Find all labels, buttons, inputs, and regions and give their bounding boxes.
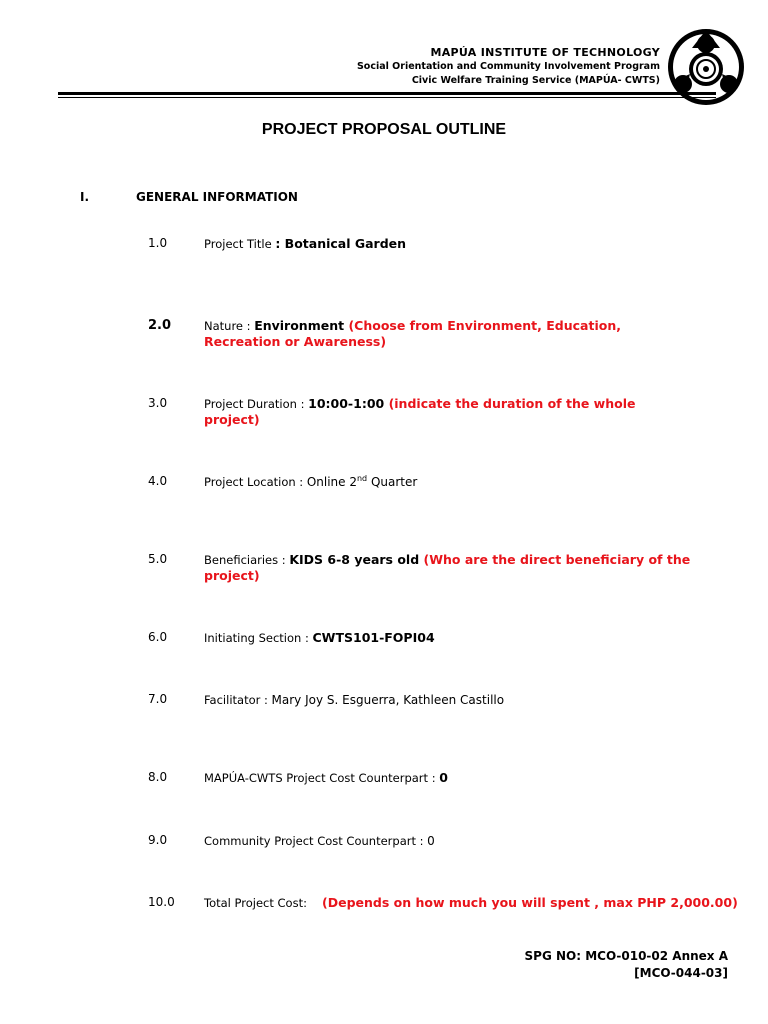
item-value: 0 <box>427 834 435 848</box>
program-name: Social Orientation and Community Involvement Program <box>356 61 660 72</box>
item-value: 0 <box>439 770 448 785</box>
item-label: Facilitator : <box>204 693 272 707</box>
section-number: I. <box>80 190 90 204</box>
item-label: Beneficiaries : <box>204 553 290 567</box>
item-number: 8.0 <box>148 770 168 784</box>
item-number: 7.0 <box>148 692 168 706</box>
item-value: Botanical Garden <box>284 236 407 251</box>
item-note: (indicate the duration of the whole project) <box>204 396 636 427</box>
item-value: Mary Joy S. Esguerra, Kathleen Castillo <box>271 693 505 707</box>
item-number: 6.0 <box>148 630 168 644</box>
item-number: 1.0 <box>148 236 168 250</box>
mapua-cwts-seal-icon <box>662 24 750 108</box>
page-title: PROJECT PROPOSAL OUTLINE <box>261 121 507 138</box>
item-label: Community Project Cost Counterpart : <box>204 834 428 848</box>
item-label: Nature : <box>204 319 255 333</box>
item-label: MAPÚA-CWTS Project Cost Counterpart : <box>204 771 440 785</box>
item-separator: : <box>275 236 285 251</box>
institution-name: MAPÚA INSTITUTE OF TECHNOLOGY <box>430 46 660 59</box>
item-note: (Who are the direct beneficiary of the project) <box>204 552 691 583</box>
item-number: 9.0 <box>148 833 168 847</box>
item-value: Environment <box>254 318 349 333</box>
item-value: 10:00-1:00 <box>308 396 389 411</box>
section-title: GENERAL INFORMATION <box>136 190 298 204</box>
spg-number: SPG NO: MCO-010-02 Annex A <box>524 949 728 963</box>
item-value-superscript: nd <box>356 474 368 483</box>
institution-block <box>357 46 660 88</box>
service-name: Civic Welfare Training Service (MAPÚA- CWTS) <box>411 75 660 86</box>
item-value: KIDS 6-8 years old <box>289 552 424 567</box>
item-number: 4.0 <box>148 474 168 488</box>
item-note: (Depends on how much you will spent , max PHP 2,000.00) <box>322 895 738 910</box>
item-value: Online 2 <box>306 475 357 489</box>
item-value: CWTS101-FOPI04 <box>312 630 435 645</box>
item-label: Initiating Section : <box>204 631 313 645</box>
item-label: Project Duration : <box>204 397 309 411</box>
header-rule-thin <box>58 97 716 98</box>
item-number: 3.0 <box>148 396 168 410</box>
document-footer <box>525 948 728 982</box>
item-value-suffix: Quarter <box>367 475 418 489</box>
item-number: 2.0 <box>148 318 172 333</box>
item-label: Project Location : <box>204 475 307 489</box>
mco-number: [MCO-044-03] <box>634 966 728 980</box>
item-note: (Choose from Environment, Education, Recreation or Awareness) <box>204 318 621 349</box>
document-header <box>0 0 768 100</box>
item-label: Total Project Cost: <box>204 896 307 910</box>
item-label: Project Title <box>204 237 276 251</box>
item-number: 5.0 <box>148 552 168 566</box>
header-rule-thick <box>58 92 716 95</box>
item-number: 10.0 <box>148 895 175 909</box>
